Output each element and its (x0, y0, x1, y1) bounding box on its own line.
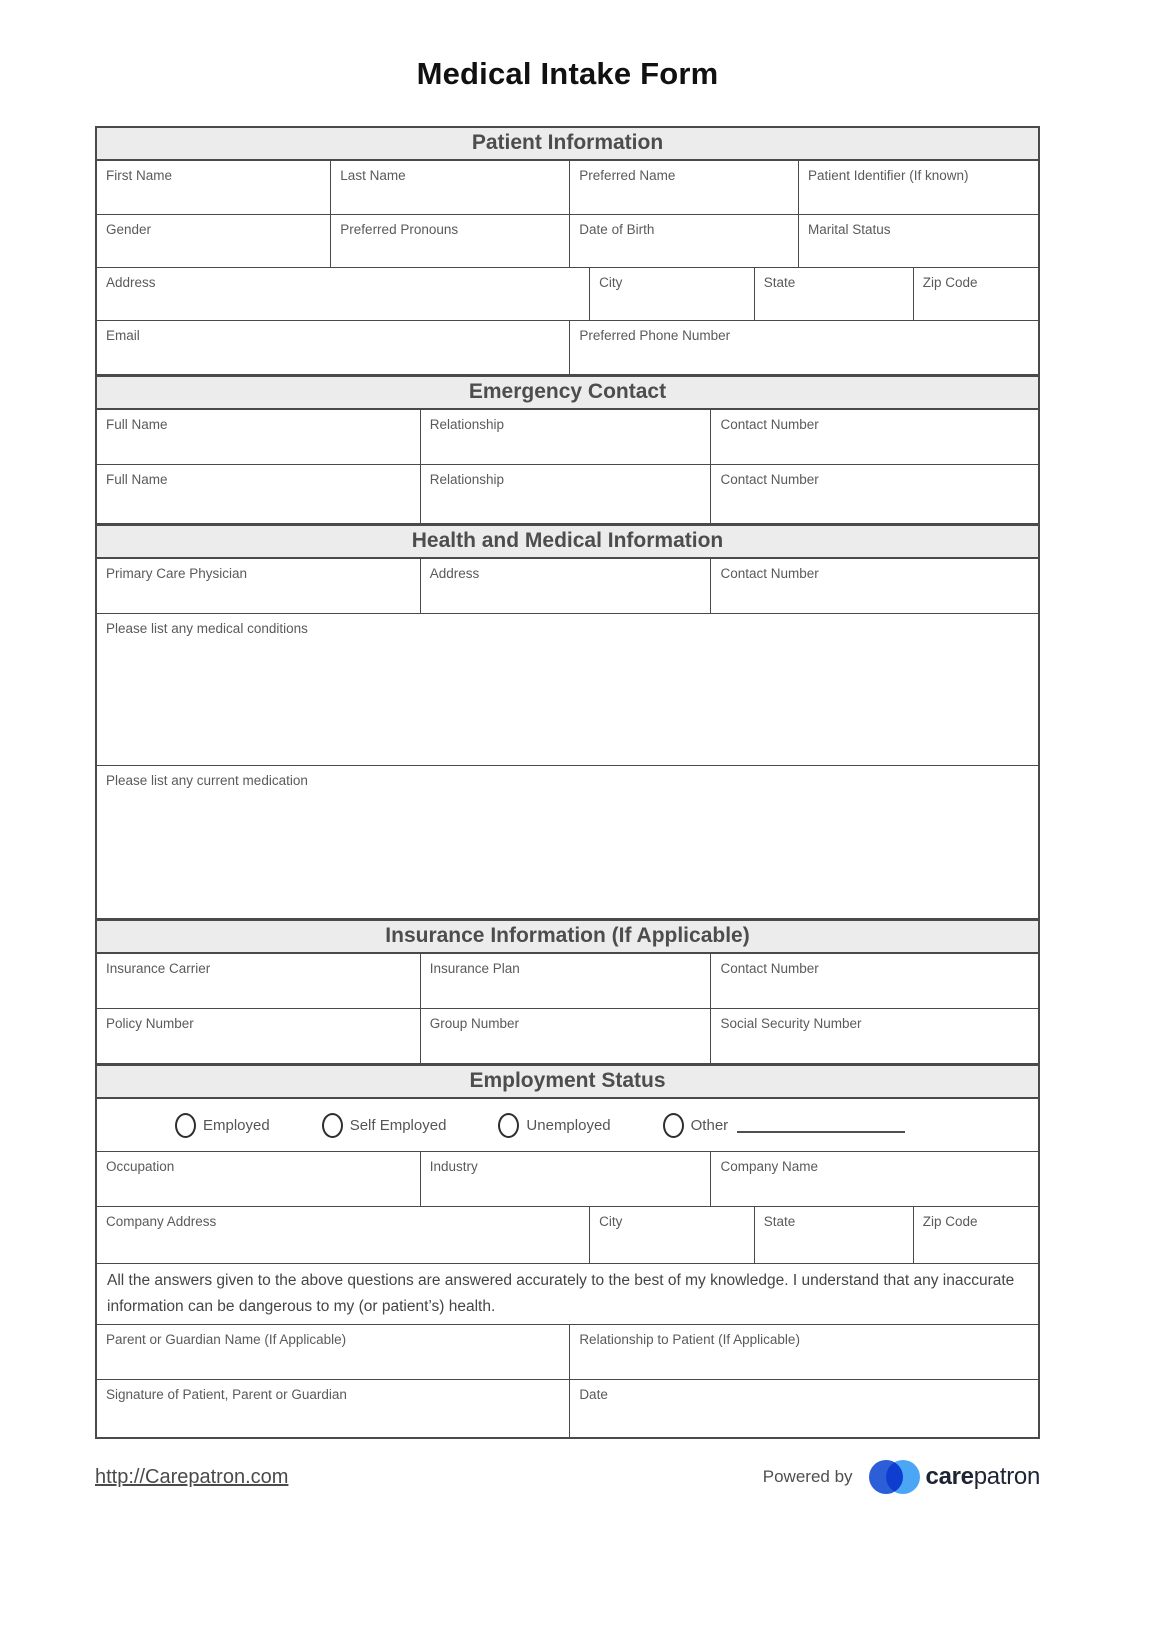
declaration-cell (97, 1264, 1038, 1324)
field-label: Please list any medical conditions (106, 621, 308, 636)
field-emergency2-full-name[interactable] (97, 465, 421, 523)
field-company-name[interactable] (711, 1152, 1038, 1206)
field-patient-identifier[interactable] (799, 161, 1038, 214)
field-social-security-number[interactable] (711, 1009, 1038, 1063)
field-policy-number[interactable] (97, 1009, 421, 1063)
table-row (97, 1009, 1038, 1064)
title-area (95, 0, 1040, 92)
brand-care: care (925, 1463, 974, 1491)
table-row (97, 215, 1038, 268)
field-zip-code[interactable] (914, 268, 1038, 320)
field-date-of-birth[interactable] (570, 215, 799, 267)
field-label: Address (106, 275, 156, 290)
section-header-employment-status: Employment Status (97, 1064, 1038, 1099)
field-email[interactable] (97, 321, 570, 374)
field-physician-contact-number[interactable] (711, 559, 1038, 613)
field-label: Preferred Pronouns (340, 222, 459, 237)
field-label: Insurance Carrier (106, 961, 211, 976)
field-gender[interactable] (97, 215, 331, 267)
field-emergency2-contact-number[interactable] (711, 465, 1038, 523)
field-label: Please list any current medication (106, 773, 308, 788)
field-label: Signature of Patient, Parent or Guardian (106, 1387, 347, 1403)
field-label: Company Address (106, 1214, 217, 1229)
field-preferred-name[interactable] (570, 161, 799, 214)
form-table (95, 126, 1040, 1439)
field-company-address[interactable] (97, 1207, 590, 1263)
field-label: Patient Identifier (If known) (807, 168, 969, 183)
field-address[interactable] (97, 268, 590, 320)
field-label: Relationship to Patient (If Applicable) (579, 1332, 800, 1348)
field-label: Group Number (429, 1016, 519, 1031)
field-label: Zip Code (922, 1214, 978, 1229)
logo-right-circle-icon (886, 1460, 920, 1494)
radio-circle-icon[interactable] (175, 1113, 196, 1138)
carepatron-logo-icon (869, 1459, 921, 1495)
field-emergency1-contact-number[interactable] (711, 410, 1038, 464)
field-label: State (763, 275, 796, 290)
field-signature[interactable] (97, 1380, 570, 1437)
radio-self-employed[interactable] (322, 1113, 447, 1138)
radio-circle-icon[interactable] (322, 1113, 343, 1138)
field-label: Primary Care Physician (106, 566, 248, 581)
field-label: Contact Number (720, 566, 819, 581)
table-row (97, 268, 1038, 321)
table-row (97, 410, 1038, 465)
table-row (97, 465, 1038, 524)
field-label: Date of Birth (579, 222, 655, 237)
field-label: Industry (429, 1159, 478, 1174)
field-insurance-carrier[interactable] (97, 954, 421, 1008)
radio-circle-icon[interactable] (498, 1113, 519, 1138)
field-label: Company Name (720, 1159, 819, 1174)
field-label: Preferred Phone Number (579, 328, 731, 343)
field-label: Full Name (106, 472, 168, 487)
field-company-state[interactable] (755, 1207, 914, 1263)
table-row (97, 1207, 1038, 1264)
field-label: Marital Status (807, 222, 891, 237)
field-emergency1-full-name[interactable] (97, 410, 421, 464)
radio-employed[interactable] (175, 1113, 270, 1138)
field-first-name[interactable] (97, 161, 331, 214)
field-label: Policy Number (106, 1016, 194, 1031)
field-label: Insurance Plan (429, 961, 520, 976)
field-label: Email (106, 328, 140, 343)
field-current-medication[interactable] (97, 766, 1038, 918)
field-company-city[interactable] (590, 1207, 755, 1263)
declaration-text: All the answers given to the above questions are answered accurately to the best of my knowledge. I understand that any inaccurate information can be dangerous to my (or patient’s) health. (107, 1272, 1015, 1316)
powered-by-label: Powered by (762, 1467, 853, 1487)
radio-label: Self Employed (349, 1116, 447, 1134)
table-row (97, 1325, 1038, 1380)
field-label: Last Name (340, 168, 406, 183)
field-parent-guardian-name[interactable] (97, 1325, 570, 1379)
field-label: Social Security Number (720, 1016, 862, 1031)
brand-patron: patron (973, 1463, 1040, 1491)
section-header-health-medical: Health and Medical Information (97, 524, 1038, 559)
section-header-emergency-contact: Emergency Contact (97, 375, 1038, 410)
field-label: Contact Number (720, 417, 819, 432)
footer (95, 1459, 1040, 1495)
other-specify-line[interactable] (737, 1117, 905, 1133)
field-emergency1-relationship[interactable] (421, 410, 712, 464)
section-header-insurance: Insurance Information (If Applicable) (97, 919, 1038, 954)
field-industry[interactable] (421, 1152, 712, 1206)
field-relationship-to-patient[interactable] (570, 1325, 1038, 1379)
radio-label: Employed (203, 1116, 270, 1134)
employment-options-row (97, 1099, 1038, 1152)
field-preferred-pronouns[interactable] (331, 215, 570, 267)
field-state[interactable] (755, 268, 914, 320)
field-emergency2-relationship[interactable] (421, 465, 712, 523)
field-preferred-phone-number[interactable] (570, 321, 1038, 374)
radio-unemployed[interactable] (498, 1113, 610, 1138)
field-label: Relationship (429, 417, 504, 432)
field-label: City (599, 275, 623, 290)
table-row (97, 559, 1038, 614)
declaration-row (97, 1264, 1038, 1325)
field-label: Preferred Name (579, 168, 676, 183)
field-label: Contact Number (720, 961, 819, 976)
powered-by-block (763, 1459, 1040, 1495)
field-label: State (763, 1214, 796, 1229)
table-row (97, 1152, 1038, 1207)
field-physician-address[interactable] (421, 559, 712, 613)
field-city[interactable] (590, 268, 755, 320)
field-label: Parent or Guardian Name (If Applicable) (106, 1332, 347, 1348)
page-title: Medical Intake Form (416, 56, 719, 91)
field-date[interactable] (570, 1380, 1038, 1437)
field-occupation[interactable] (97, 1152, 421, 1206)
table-row (97, 161, 1038, 215)
field-label: Relationship (429, 472, 504, 487)
carepatron-wordmark (926, 1463, 1040, 1491)
radio-label: Unemployed (526, 1116, 611, 1134)
field-label: Gender (106, 222, 152, 237)
field-label: Zip Code (922, 275, 978, 290)
table-row (97, 614, 1038, 766)
field-label: Address (429, 566, 480, 581)
field-company-zip-code[interactable] (914, 1207, 1038, 1263)
field-label: Date (579, 1387, 608, 1403)
field-group-number[interactable] (421, 1009, 712, 1063)
table-row (97, 766, 1038, 919)
radio-other[interactable] (663, 1113, 906, 1138)
field-marital-status[interactable] (799, 215, 1038, 267)
table-row (97, 954, 1038, 1009)
field-medical-conditions[interactable] (97, 614, 1038, 765)
field-last-name[interactable] (331, 161, 570, 214)
field-label: City (599, 1214, 623, 1229)
radio-circle-icon[interactable] (663, 1113, 684, 1138)
field-label: Contact Number (720, 472, 819, 487)
field-label: Full Name (106, 417, 168, 432)
section-header-patient-information: Patient Information (97, 128, 1038, 161)
field-insurance-plan[interactable] (421, 954, 712, 1008)
field-label: Occupation (106, 1159, 175, 1174)
field-primary-care-physician[interactable] (97, 559, 421, 613)
carepatron-link[interactable]: http://Carepatron.com (95, 1465, 289, 1488)
table-row (97, 1380, 1038, 1437)
radio-label: Other (690, 1116, 729, 1134)
field-label: First Name (106, 168, 173, 183)
field-insurance-contact-number[interactable] (711, 954, 1038, 1008)
table-row (97, 321, 1038, 375)
